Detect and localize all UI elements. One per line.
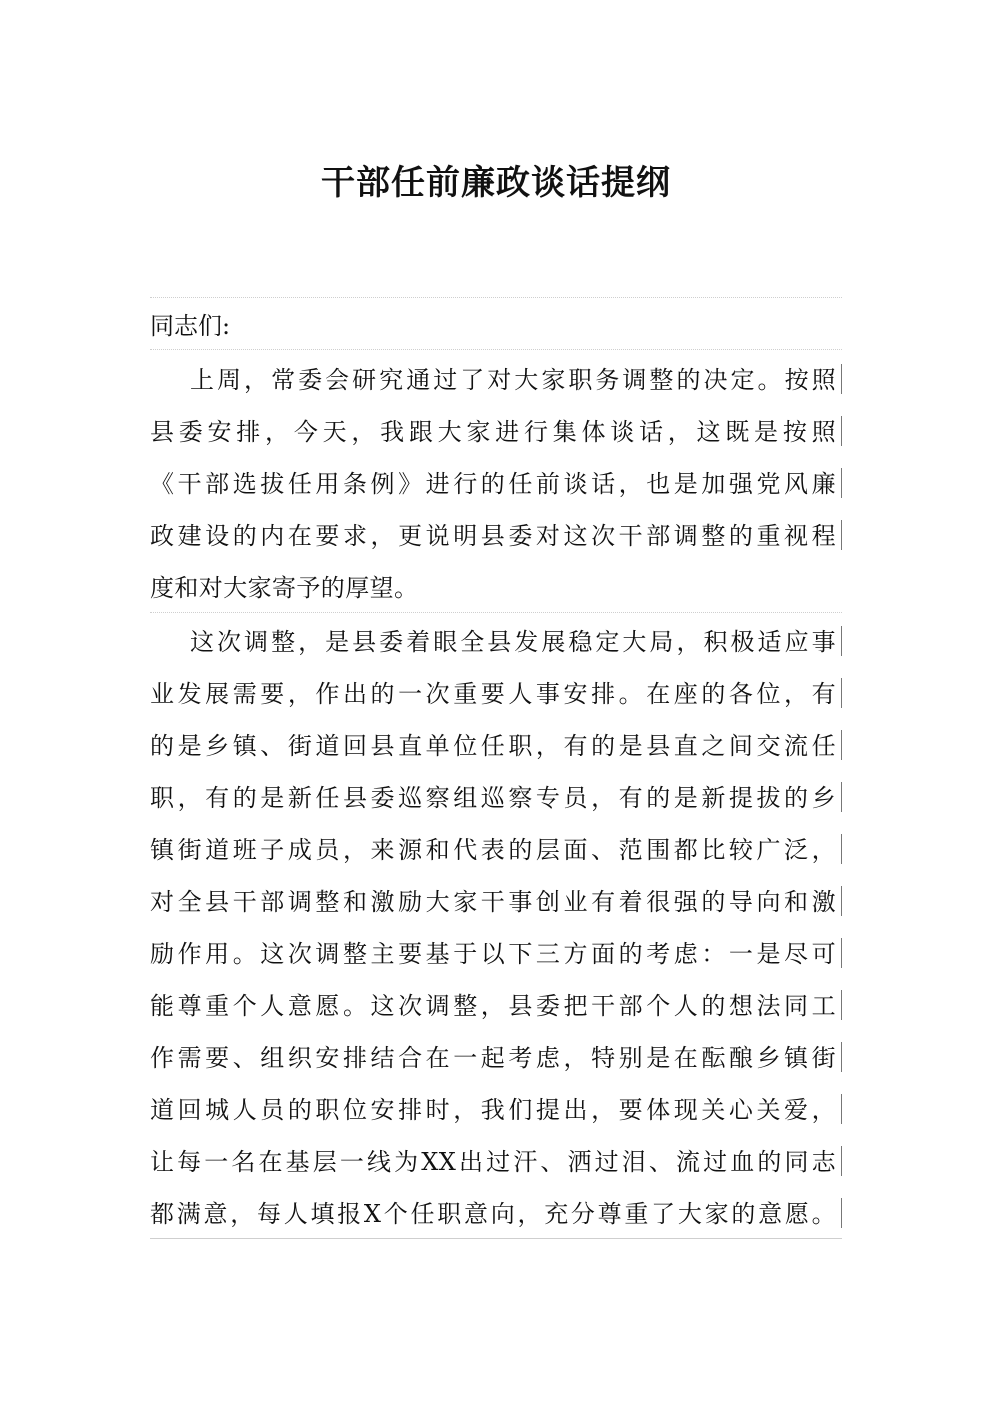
paragraph-line xyxy=(150,876,842,928)
salutation-divider xyxy=(150,349,842,350)
paragraph-divider xyxy=(150,612,842,613)
line-text: 政建设的内在要求，更说明县委对这次干部调整的重视程 xyxy=(150,522,836,550)
paragraph-line xyxy=(150,720,842,772)
paragraph-line xyxy=(150,616,842,668)
paragraph-2 xyxy=(150,616,842,1240)
line-text: 度和对大家寄予的厚望。 xyxy=(150,574,419,602)
line-text: 都满意，每人填报X个任职意向，充分尊重了大家的意愿。 xyxy=(150,1200,836,1228)
line-text: 县委安排，今天，我跟大家进行集体谈话，这既是按照 xyxy=(150,418,836,446)
paragraph-line xyxy=(150,1032,842,1084)
line-text: 业发展需要，作出的一次重要人事安排。在座的各位，有 xyxy=(150,680,836,708)
paragraph-line xyxy=(150,980,842,1032)
paragraph-line xyxy=(150,510,842,562)
paragraph-line xyxy=(150,772,842,824)
paragraph-line xyxy=(150,928,842,980)
paragraph-line xyxy=(150,824,842,876)
document-title: 干部任前廉政谈话提纲 xyxy=(321,163,671,203)
paragraph-line xyxy=(150,668,842,720)
paragraph-line xyxy=(150,406,842,458)
line-text: 励作用。这次调整主要基于以下三方面的考虑：一是尽可 xyxy=(150,940,836,968)
line-text: 这次调整，是县委着眼全县发展稳定大局，积极适应事 xyxy=(190,628,836,656)
line-text: 道回城人员的职位安排时，我们提出，要体现关心关爱， xyxy=(150,1096,836,1124)
salutation: 同志们: xyxy=(150,312,231,340)
bottom-divider xyxy=(150,1238,842,1239)
line-text: 对全县干部调整和激励大家干事创业有着很强的导向和激 xyxy=(150,888,836,916)
line-text: 镇街道班子成员，来源和代表的层面、范围都比较广泛， xyxy=(150,836,836,864)
paragraph-line xyxy=(150,1136,842,1188)
paragraph-line xyxy=(150,1084,842,1136)
paragraph-line xyxy=(150,1188,842,1240)
paragraph-1 xyxy=(150,354,842,614)
line-text: 能尊重个人意愿。这次调整，县委把干部个人的想法同工 xyxy=(150,992,836,1020)
line-text: 作需要、组织安排结合在一起考虑，特别是在酝酿乡镇街 xyxy=(150,1044,836,1072)
line-text: 上周，常委会研究通过了对大家职务调整的决定。按照 xyxy=(190,366,836,394)
line-text: 的是乡镇、街道回县直单位任职，有的是县直之间交流任 xyxy=(150,732,836,760)
line-text: 职，有的是新任县委巡察组巡察专员，有的是新提拔的乡 xyxy=(150,784,836,812)
paragraph-line xyxy=(150,354,842,406)
line-text: 让每一名在基层一线为XX出过汗、洒过泪、流过血的同志 xyxy=(150,1148,836,1176)
top-divider xyxy=(150,297,842,298)
paragraph-line xyxy=(150,458,842,510)
line-text: 《干部选拔任用条例》进行的任前谈话，也是加强党风廉 xyxy=(150,470,836,498)
paragraph-line xyxy=(150,562,842,614)
